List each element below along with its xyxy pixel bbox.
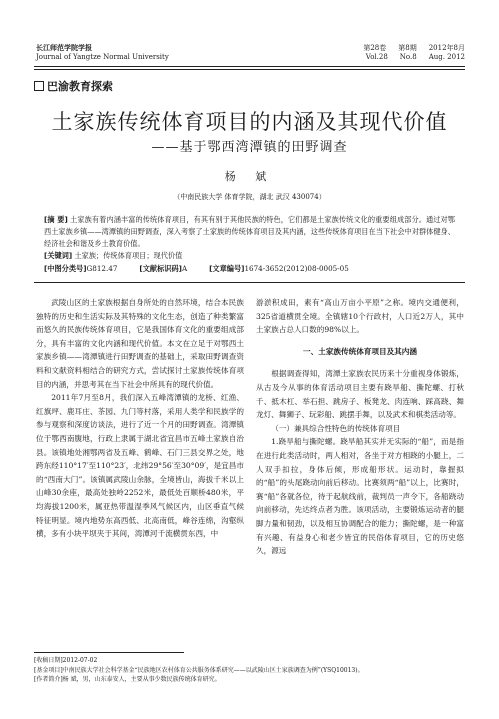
keywords-label: [关键词] (44, 251, 73, 260)
abstract-text: 土家族有着内涵丰富的传统体育项目，有其有别于其他民族的特色，它们都是土家族传统文化的重要组成部分。通过对鄂西土家族乡镇——湾潭镇的田野调查，深入考察了土家族的传统体育项目及其内涵，这些传统体育项目在当下社会中对群体健身、经济社会和谐及乡土教育价值。 (44, 215, 455, 248)
number-cn: 第8期 (398, 44, 417, 52)
section-heading: 一、土家族传统体育项目及其内涵 (303, 346, 417, 356)
volume-en: Vol.28 (365, 53, 388, 61)
abstract (44, 214, 455, 250)
article-subtitle: ——基于鄂西湾潭镇的田野调查 (151, 140, 348, 155)
author-affiliation: （中南民族大学 体育学院，湖北 武汉 430074） (173, 193, 326, 201)
column-tag-label: 巴渝教育探索 (47, 80, 113, 93)
footnote-rule (34, 652, 184, 653)
volume-cn: 第28卷 (363, 44, 387, 52)
paragraph: 根据调查得知，湾潭土家族农民历来十分重视身体锻炼，从古及今从事的体育活动项目主要有跷旱船、撕陀螺、打秋千、抵木杠、举石担、跳房子、板凳龙、肉连响、踩高跷、舞龙灯、舞狮子、玩彩船、跳摆手舞，以及武术和棋类活动等。 (256, 369, 464, 420)
keywords (44, 250, 455, 262)
paragraph: 1.跷旱船与撕陀螺。跷旱船其实并无实际的“船”，而是指在进行此类活动时，两人相对，各坐于对方相跷的小腿上，二人双手扣拉，身体后倾，形成船形状。运动时，靠握拟的“船”的头尾跷动向前后移动。比赛须两“船”以上，比赛时，赛“船”各就各位，待于起航线前，裁判员一声令下，各船跷动向前移动，先达终点者为胜。该项活动，主要锻炼运动者的腿脚力量和韧劲，以及相互协调配合的能力；撕陀螺，是一种富有兴趣、有益身心和老少皆宜的民俗体育项目，它的历史悠久，源远 (256, 437, 464, 556)
author-bio: [作者简介]杨 斌，男，山东泰安人，主要从事少数民族传统体育研究。 (34, 676, 221, 683)
column-tag (34, 78, 113, 94)
article-title: 土家族传统体育项目的内涵及其现代价值 (51, 110, 448, 134)
paragraph: 2011年7月至8月，我们深入五峰湾潭镇的龙桥、红渔、红旗坪、鹿耳庄、茶园、九门等村落，采用人类学和民族学的参与观察和深度访谈法，进行了近一个月的田野调查。湾潭镇位于鄂西南腹地，行政上隶属于湖北省宜昌市五峰土家族自治县。该镇地处湘鄂两省及五峰、鹤峰、石门三县交界之处，地跨东经110°17′至110°23′，北纬29°56′至30°09′，是宜昌市的“西南大门”。该镇属武陵山余脉，全境皆山，海拔千米以上山峰30余座，最高处独岭2252米，最低处百顺桥480米，平均海拔1200米，属亚热带温湿季风气候区内，山区垂直气候特征明显。境内地势东高西低、北高南低，峰谷连绵，沟壑纵横，多有小块平坝夹于其间，湾潭河千流横贯东西，中 (36, 393, 244, 539)
date-cn: 2012年8月 (428, 44, 465, 52)
body-right-column (256, 296, 464, 558)
abstract-label: [摘 要] (44, 215, 68, 224)
paragraph: 武陵山区的土家族根据自身所处的自然环境，结合本民族独特的历史和生活实际及其特殊的文化生态，创造了种类繁富而悠久的民族传统体育项目，它是我国体育文化的重要组成部分，具有丰富的文化内涵和现代价值。本文在立足于对鄂西土家族乡镇——湾潭镇进行田野调查的基础上，采取田野调查资料和文献资料相结合的研究方式，尝试探讨土家族传统体育项目的内涵，并思考其在当下社会中所具有的现代价值。 (36, 298, 244, 389)
issue-info (363, 44, 465, 62)
paragraph: 游淤积成田，素有“高山万亩小平原”之称。境内交通便利，325省道横贯全境。全镇辖10个行政村，人口近2万人，其中土家族占总人口数的98%以上。 (256, 298, 464, 335)
abstract-block (44, 214, 455, 262)
header-rule-thin (34, 69, 465, 70)
classification-row (44, 264, 455, 274)
date-en: Aug. 2012 (428, 53, 465, 61)
subsection-heading: （一）兼具综合性特色的传统体育项目 (271, 423, 401, 433)
document-code: [文献标识码]A (139, 264, 188, 273)
journal-header (36, 44, 169, 62)
journal-name-cn: 长江师范学院学报 (36, 44, 92, 52)
abstract-rule (34, 282, 465, 283)
keywords-text: 土家族；传统体育项目；现代价值 (74, 251, 183, 260)
journal-name-en: Journal of Yangtze Normal University (36, 53, 169, 61)
body-left-column (36, 296, 244, 541)
article-id: [文章编号]1674-3652(2012)08-0005-05 (209, 264, 349, 273)
header-rule-thick (34, 66, 465, 67)
footnotes (34, 656, 465, 685)
clc-number: [中图分类号]G812.47 (44, 264, 118, 273)
fund-info: [基金项目]中南民族大学社会科学基金“民族地区农村体育公共服务体系研究——以武陵山区土家族调查为例”(YSQ10013)。 (34, 666, 364, 674)
number-en: No.8 (399, 53, 417, 61)
author-name: 杨 斌 (224, 170, 275, 183)
square-icon (34, 81, 44, 91)
received-date: [收稿日期]2012-07-02 (34, 657, 98, 664)
